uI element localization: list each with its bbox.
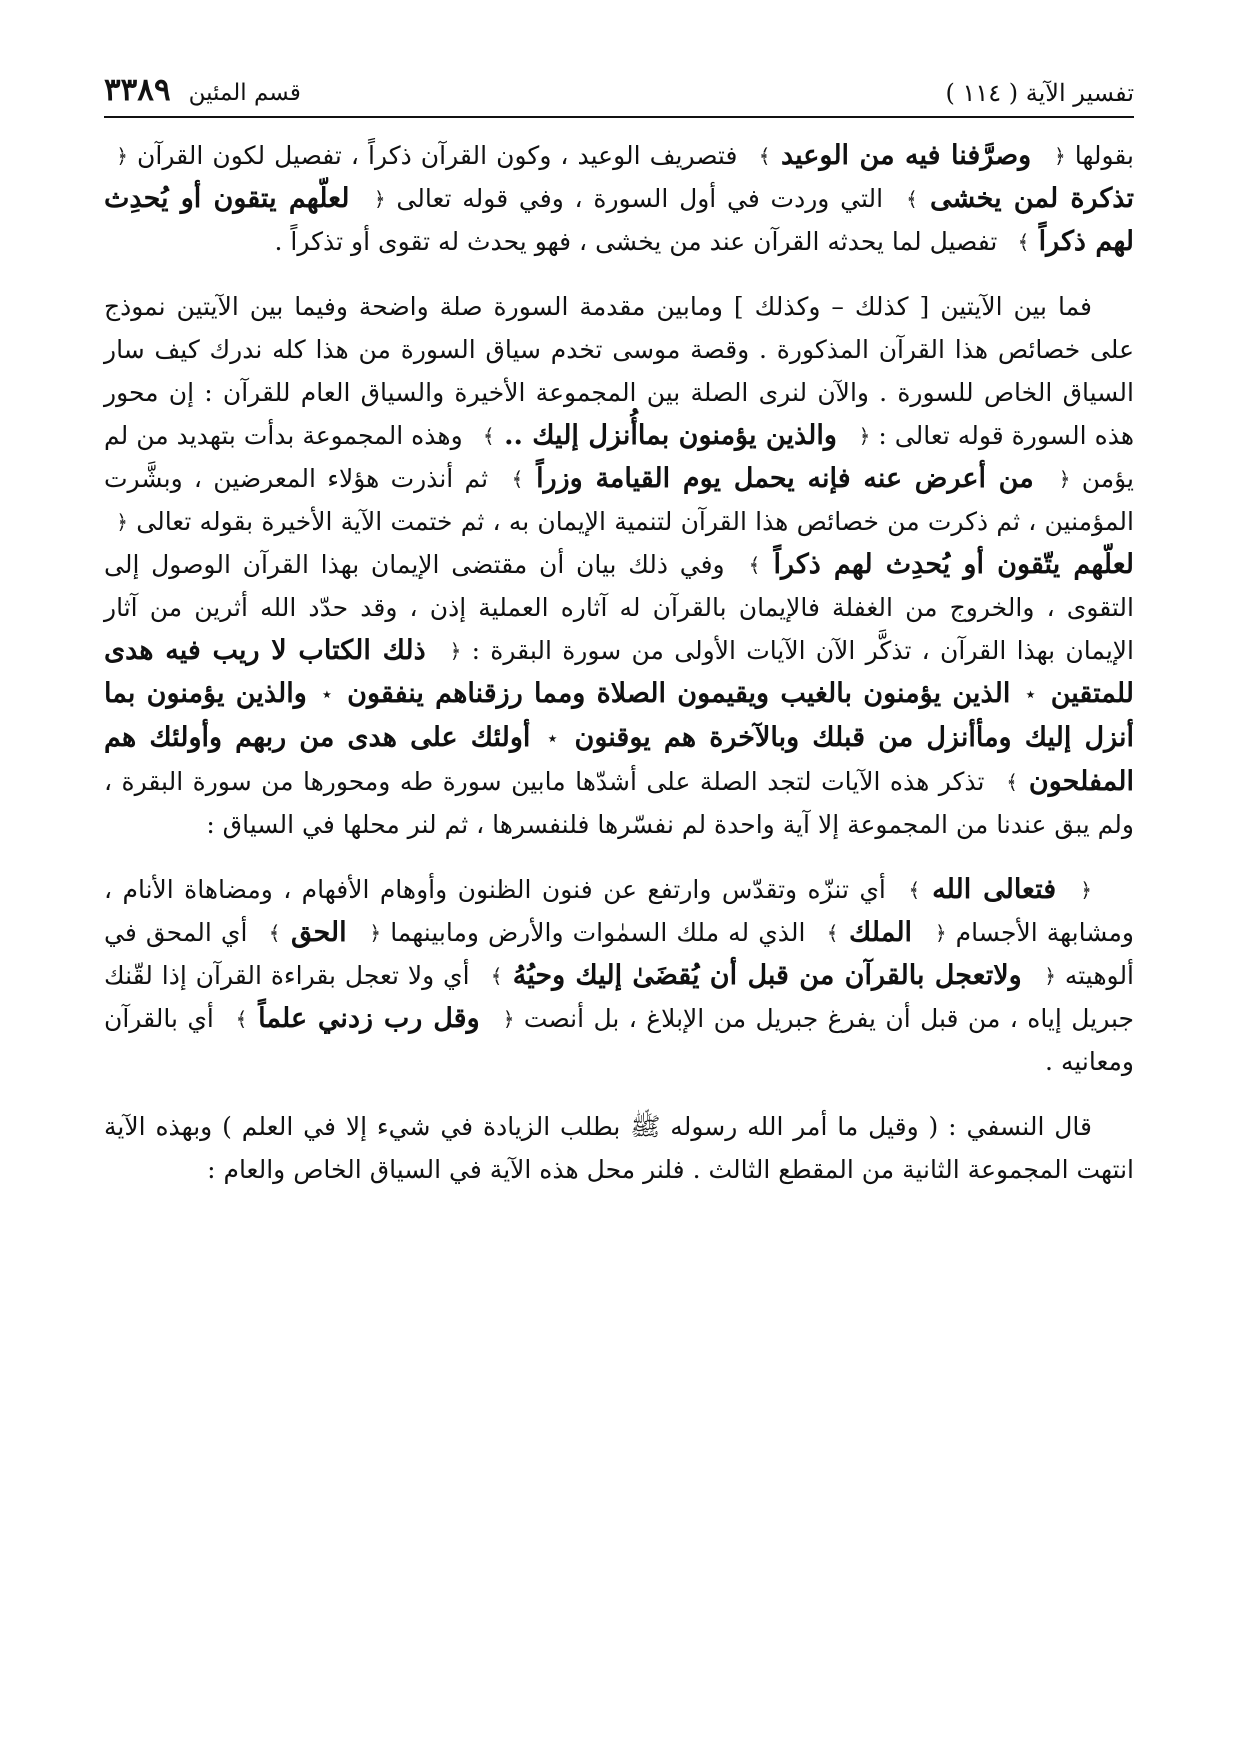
body-text: ثم أنذرت هؤلاء المعرضين ، وبشَّرت المؤمنين ، ثم ذكرت من خصائص هذا القرآن لتنمية الإيمان به ، ثم ختمت الآية الأخيرة بقوله تعالى [104, 464, 1134, 536]
page-number: ٣٣٨٩ [104, 72, 171, 108]
ornate-bracket-icon: ﴾ [758, 144, 771, 168]
quran-quote: الذين يؤمنون بالغيب ويقيمون الصلاة ومما رزقناهم ينفقون [335, 678, 1022, 709]
ornate-bracket-icon: ﴾ [235, 1007, 248, 1031]
ornate-bracket-icon: ﴿ [858, 424, 871, 448]
running-header [104, 72, 1134, 118]
ornate-bracket-icon: ﴿ [373, 187, 386, 211]
paragraph [104, 285, 1134, 846]
quran-quote: ولاتعجل بالقرآن من قبل أن يُقضَىٰ إليك وحيُهُ [502, 960, 1032, 991]
body-text: وفي ذلك بيان أن مقتضى الإيمان بهذا القرآن الوصول إلى التقوى ، والخروج من الغفلة فالإيمان بالقرآن له آثاره العملية إذن ، وقد حدّد الله أثرين من آثار الإيمان بهذا القرآن ، تذكَّر الآن الآيات الأولى من سورة البقرة : [104, 550, 1135, 665]
verse-separator-icon: ٭ [322, 684, 332, 705]
ornate-bracket-icon: ﴾ [908, 878, 921, 902]
body-text: الذي له ملك السمٰوات والأرض ومابينهما [381, 918, 815, 947]
quran-quote: وقل رب زدني علماً [247, 1003, 491, 1034]
quran-quote: لعلّهم يتّقون أو يُحدِث لهم ذكراً [760, 549, 1134, 580]
ornate-bracket-icon: ﴾ [490, 964, 503, 988]
paragraph [104, 134, 1134, 263]
book-section: قسم المئين [188, 80, 301, 106]
quran-quote: والذين يؤمنون بما أنزل إليك ومأأنزل من قبلك وبالآخرة هم يوقنون [104, 678, 1134, 753]
ornate-bracket-icon: ﴿ [934, 921, 947, 945]
main-text [104, 118, 1134, 1191]
body-text: تفصيل لما يحدثه القرآن عند من يخشى ، فهو يحدث له تقوى أو تذكراً . [274, 227, 1006, 256]
body-text: فتصريف الوعيد ، وكون القرآن ذكراً ، تفصيل لكون القرآن [128, 141, 747, 170]
book-and-page [104, 72, 301, 108]
quran-quote: الملك [838, 917, 923, 948]
ornate-bracket-icon: ﴾ [826, 921, 839, 945]
quran-quote: تذكرة لمن يخشى [917, 183, 1134, 214]
body-text: فما بين الآيتين [ كذلك – وكذلك ] ومابين مقدمة السورة صلة واضحة وفيما بين الآيتين نموذج على خصائص هذا القرآن المذكورة . وقصة موسى تخدم سياق السورة من هذا كله ندرك كيف سار السياق الخاص للسورة . والآن لنرى الصلة بين المجموعة الأخيرة والسياق العام للقرآن : إن محور هذه السورة قوله تعالى : [104, 292, 1134, 450]
ornate-bracket-icon: ﴾ [748, 553, 761, 577]
body-text: أي بالقرآن ومعانيه . [104, 1004, 1134, 1076]
ornate-bracket-icon: ﴾ [511, 467, 524, 491]
ornate-bracket-icon: ﴾ [1017, 230, 1030, 254]
quran-quote: الحق [280, 917, 358, 948]
ornate-bracket-icon: ﴿ [116, 144, 128, 168]
ornate-bracket-icon: ﴾ [482, 424, 495, 448]
paragraph-indent [1092, 897, 1134, 898]
body-text: قال النسفي : ( وقيل ما أمر الله رسوله ﷺ بطلب الزيادة في شيء إلا في العلم ) وبهذه الآية انتهت المجموعة الثانية من المقطع الثالث . فلنر محل هذه الآية في السياق الخاص والعام : [104, 1112, 1134, 1184]
ornate-bracket-icon: ﴾ [906, 187, 918, 211]
body-text: بقولها [1065, 141, 1134, 170]
ornate-bracket-icon: ﴿ [1044, 964, 1056, 988]
ornate-bracket-icon: ﴾ [1006, 770, 1018, 794]
verse-separator-icon: ٭ [547, 728, 558, 749]
body-text: أي تنزّه وتقدّس وارتفع عن فنون الظنون وأوهام الأفهام ، ومضاهاة الأنام ، ومشابهة الأجسام [104, 875, 1134, 947]
body-text: أي المحق في ألوهيته [104, 918, 1135, 990]
ornate-bracket-icon: ﴿ [1080, 878, 1092, 902]
paragraph-indent [1092, 314, 1134, 315]
quran-quote: من أعرض عنه فإنه يحمل يوم القيامة وزراً [523, 463, 1047, 494]
ornate-bracket-icon: ﴿ [369, 921, 382, 945]
body-text: التي وردت في أول السورة ، وفي قوله تعالى [385, 184, 894, 213]
ornate-bracket-icon: ﴿ [449, 639, 462, 663]
body-text: أي ولا تعجل بقراءة القرآن إذا لقّنك جبريل إياه ، من قبل أن يفرغ جبريل من الإبلاغ ، بل أنصت [104, 961, 1134, 1033]
page [104, 72, 1134, 1712]
verse-separator-icon: ٭ [1025, 684, 1036, 705]
paragraph-indent [1092, 1134, 1134, 1135]
quran-quote: وصرَّفنا فيه من الوعيد [770, 140, 1042, 171]
body-text: وهذه المجموعة بدأت بتهديد من لم يؤمن [104, 421, 1134, 493]
quran-quote: أولئك على هدى من ربهم وأولئك هم المفلحون [104, 722, 1134, 797]
ornate-bracket-icon: ﴾ [268, 921, 281, 945]
ornate-bracket-icon: ﴿ [502, 1007, 515, 1031]
section-title: تفسير الآية ( ١١٤ ) [945, 79, 1134, 108]
paragraph [104, 868, 1134, 1083]
quran-quote: ذلك الكتاب لا ريب فيه هدى للمتقين [104, 635, 1135, 709]
quran-quote: فتعالى الله [920, 874, 1068, 905]
paragraph [104, 1105, 1134, 1191]
ornate-bracket-icon: ﴿ [1053, 144, 1066, 168]
quran-quote: لعلّهم يتقون أو يُحدِث لهم ذكراً [104, 183, 1134, 257]
quran-quote: والذين يؤمنون بماأُنزل إليك .. [494, 420, 847, 451]
ornate-bracket-icon: ﴿ [1058, 467, 1071, 491]
body-text: تذكر هذه الآيات لتجد الصلة على أشدّها مابين سورة طه ومحورها من سورة البقرة ، ولم يبق عندنا من المجموعة إلا آية واحدة لم نفسّرها فلنفسرها ، ثم لنر محلها في السياق : [104, 767, 1134, 839]
ornate-bracket-icon: ﴿ [116, 510, 128, 534]
